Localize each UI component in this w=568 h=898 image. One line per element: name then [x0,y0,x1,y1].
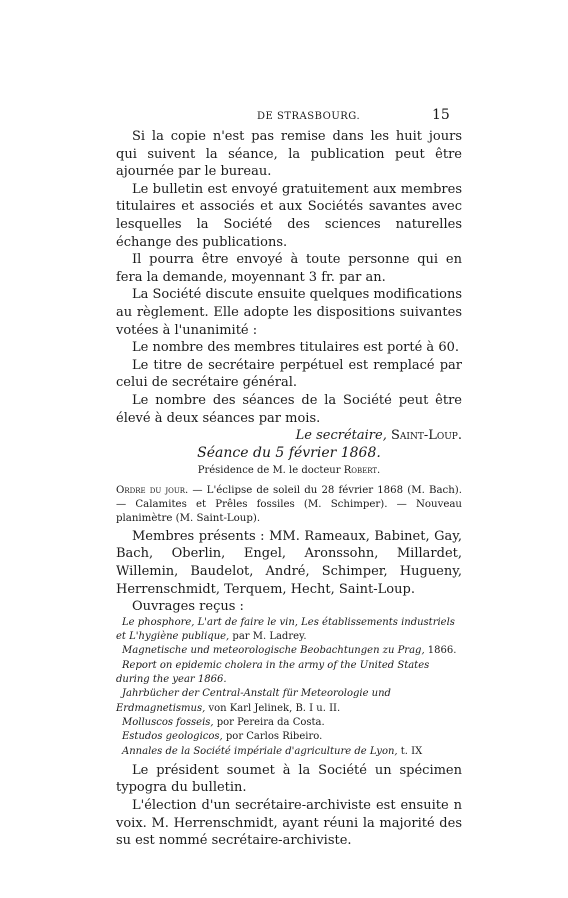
paragraph-bulletin: Le bulletin est envoyé gratuitement aux membres titulaires et associés et aux Sociétés savantes avec lesquelles la Société des sciences naturelles échange des publications. [116,181,462,250]
ouvrages-list [116,616,462,759]
closing-election: L'élection d'un secrétaire-archiviste est ensuite n voix. M. Herrenschmidt, ayant réuni la majorité des su est nommé secrétaire-archiviste. [116,798,462,849]
presidence-name: Robert. [343,465,381,477]
ouvrage-title: Le phosphore, L'art de faire le vin, Les établissements industriels et L'hygiène publique, [116,616,455,643]
presidence-text: Présidence de M. le docteur [197,465,341,477]
paragraph-envoi: Il pourra être envoyé à toute personne qui en fera la demande, moyennant 3 fr. par an. [116,252,462,285]
ordre-label: Ordre du jour. [116,484,189,496]
paragraph-reglement: La Société discute ensuite quelques modifications au règlement. Elle adopte les dispositions suivantes votées à l'unanimité : [116,287,462,338]
ouvrage-detail: t. IX [397,745,423,757]
signature-name: Saint-Loup. [390,428,462,444]
paragraph-titre-secretaire: Le titre de secrétaire perpétuel est remplacé par celui de secrétaire général. [116,357,462,391]
closing-specimen: Le président soumet à la Société un spécimen typogra du bulletin. [116,762,462,796]
paragraph-nombre-seances: Le nombre des séances de la Société peut être élevé à deux séances par mois. [116,392,462,426]
ouvrage-detail: 1866. [424,645,457,657]
ouvrage-item [116,616,462,645]
ouvrage-item [116,745,462,759]
ouvrage-detail: por Carlos Ribeiro. [222,731,323,743]
ouvrage-title: Jahrbücher der Central-Anstalt für Meteorologie und Erdmagnetismus, [116,688,391,714]
membres-presents: Membres présents : MM. Rameaux, Babinet, Gay, Bach, Oberlin, Engel, Aronssohn, Millardet, Willemin, Baudelot, André, Schimper, Hugueny, Herrenschmidt, Terquem, Hecht, Saint-Loup. [116,528,462,597]
presidence [116,462,462,480]
page-number: 15 [432,107,450,123]
ouvrage-detail: por Pereira da Costa. [213,716,325,728]
signature [116,427,462,445]
ouvrage-title: Magnetische und meteorologische Beobachtungen zu Prag, [122,645,425,657]
ordre-du-jour [116,484,462,526]
ouvrage-item [116,730,462,744]
ouvrage-item [116,687,462,716]
ouvrages-heading: Ouvrages reçus : [132,599,244,615]
ouvrage-detail: par M. Ladrey. [229,631,307,643]
ouvrage-title: Molluscos fosseis, [122,716,214,728]
ordre-text: — L'éclipse de soleil du 28 février 1868 (M. Bach). — Calamites et Prêles fossiles (M. Schimper). — Nouveau planimètre (M. Saint-Loup). [116,484,462,524]
ouvrage-detail: von Karl Jelinek, B. I u. II. [205,702,341,714]
paragraph-nombre-membres: Le nombre des membres titulaires est porté à 60. [132,340,459,356]
ouvrage-item [116,716,462,730]
ouvrage-title: Report on epidemic cholera in the army of the United States during the year 1866. [116,659,430,686]
signature-role: Le secrétaire, [295,428,387,444]
page-body [116,128,462,850]
running-title: DE STRASBOURG. [257,111,361,122]
ouvrage-title: Estudos geologicos, [122,731,223,743]
ouvrage-item [116,644,462,658]
seance-title: Séance du 5 février 1868. [197,444,381,461]
paragraph-copie: Si la copie n'est pas remise dans les huit jours qui suivent la séance, la publication peut être ajournée par le bureau. [116,129,462,180]
ouvrage-title: Annales de la Société impériale d'agriculture de Lyon, [122,745,398,757]
ouvrage-item [116,659,462,688]
